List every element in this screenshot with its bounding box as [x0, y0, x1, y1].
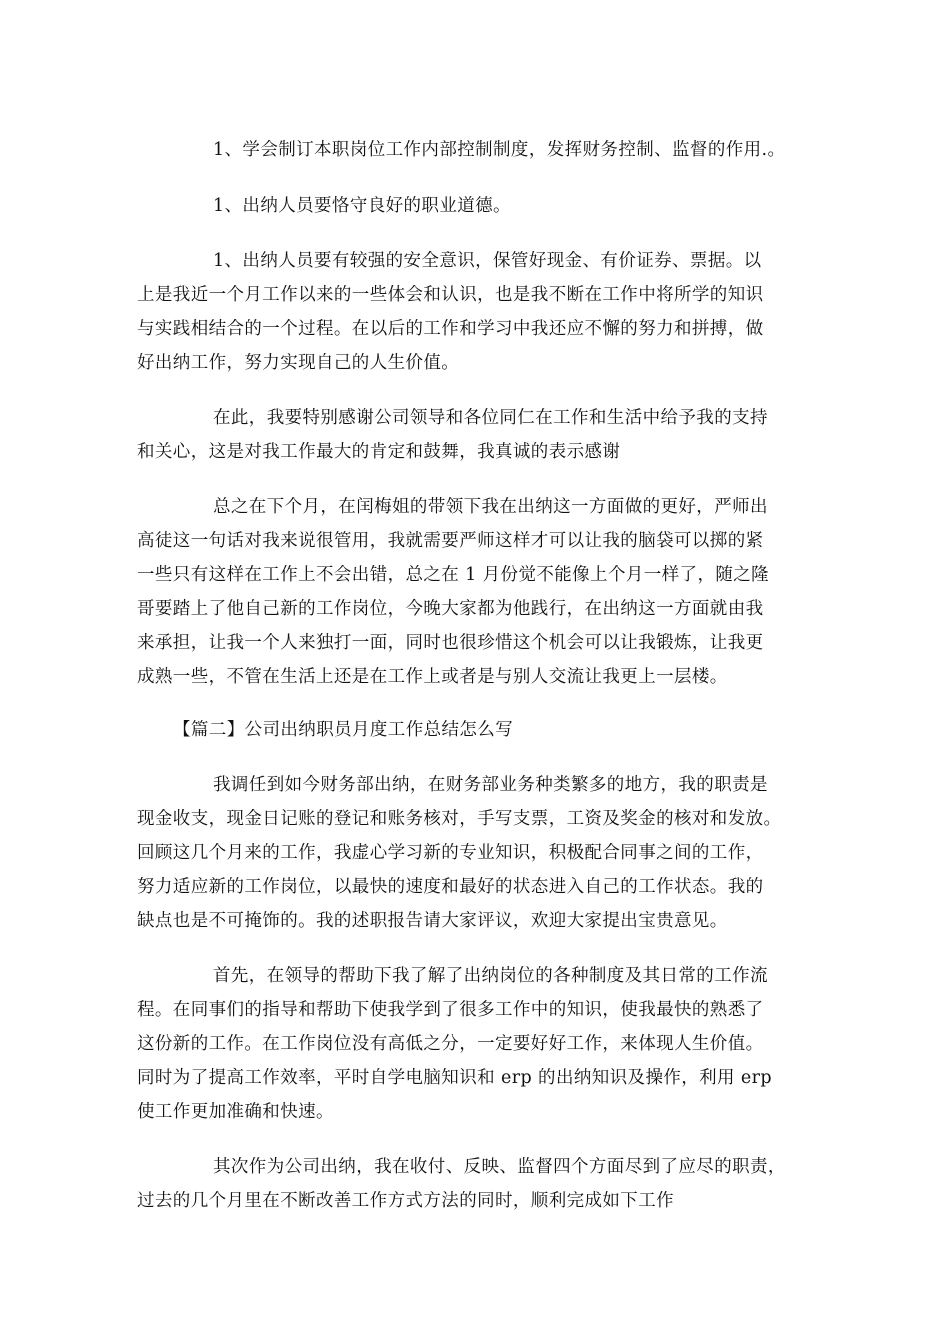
paragraph-line: 成熟一些，不管在生活上还是在工作上或者是与别人交流让我更上一层楼。 — [137, 667, 728, 687]
paragraph-line: 这份新的工作。在工作岗位没有高低之分，一定要好好工作，来体现人生价值。 — [137, 1034, 764, 1054]
paragraph-line: 同时为了提高工作效率，平时自学电脑知识和 erp 的出纳知识及操作，利用 erp — [137, 1068, 773, 1088]
paragraph-line: 1、出纳人员要恪守良好的职业道德。 — [213, 196, 511, 216]
paragraph-line: 其次作为公司出纳，我在收付、反映、监督四个方面尽到了应尽的职责， — [213, 1157, 786, 1177]
paragraph-line: 好出纳工作，努力实现自己的人生价值。 — [137, 353, 460, 373]
paragraph-line: 缺点也是不可掩饰的。我的述职报告请大家评议，欢迎大家提出宝贵意见。 — [137, 911, 728, 931]
paragraph-line: 在此，我要特别感谢公司领导和各位同仁在工作和生活中给予我的支持 — [213, 408, 768, 428]
paragraph-line: 哥要踏上了他自己新的工作岗位，今晚大家都为他践行，在出纳这一方面就由我 — [137, 599, 764, 619]
paragraph-line: 一些只有这样在工作上不会出错，总之在 1 月份觉不能像上个月一样了，随之隆 — [137, 565, 770, 585]
paragraph-line: 和关心，这是对我工作最大的肯定和鼓舞，我真诚的表示感谢 — [137, 442, 621, 462]
paragraph-line: 首先，在领导的帮助下我了解了出纳岗位的各种制度及其日常的工作流 — [213, 966, 768, 986]
paragraph-line: 上是我近一个月工作以来的一些体会和认识，也是我不断在工作中将所学的知识 — [137, 285, 764, 305]
paragraph-line: 回顾这几个月来的工作，我虚心学习新的专业知识，积极配合同事之间的工作， — [137, 843, 764, 863]
paragraph-line: 现金收支，现金日记账的登记和账务核对，手写支票，工资及奖金的核对和发放。 — [137, 809, 782, 829]
section-heading: 【篇二】公司出纳职员月度工作总结怎么写 — [173, 720, 514, 740]
paragraph-line: 1、学会制订本职岗位工作内部控制制度，发挥财务控制、监督的作用.。 — [213, 140, 786, 160]
paragraph-line: 高徒这一句话对我来说很管用，我就需要严师这样才可以让我的脑袋可以掷的紧 — [137, 531, 764, 551]
paragraph-line: 来承担，让我一个人来独打一面，同时也很珍惜这个机会可以让我锻炼，让我更 — [137, 633, 764, 653]
paragraph-line: 总之在下个月，在闰梅姐的带领下我在出纳这一方面做的更好，严师出 — [213, 497, 768, 517]
paragraph-line: 1、出纳人员要有较强的安全意识，保管好现金、有价证券、票据。以 — [213, 251, 762, 271]
paragraph-line: 程。在同事们的指导和帮助下使我学到了很多工作中的知识，使我最快的熟悉了 — [137, 1000, 764, 1020]
paragraph-line: 与实践相结合的一个过程。在以后的工作和学习中我还应不懈的努力和拼搏，做 — [137, 319, 764, 339]
paragraph-line: 我调任到如今财务部出纳，在财务部业务种类繁多的地方，我的职责是 — [213, 775, 768, 795]
paragraph-line: 努力适应新的工作岗位，以最快的速度和最好的状态进入自己的工作状态。我的 — [137, 877, 764, 897]
paragraph-line: 过去的几个月里在不断改善工作方式方法的同时，顺利完成如下工作 — [137, 1191, 674, 1211]
paragraph-line: 使工作更加准确和快速。 — [137, 1102, 334, 1122]
